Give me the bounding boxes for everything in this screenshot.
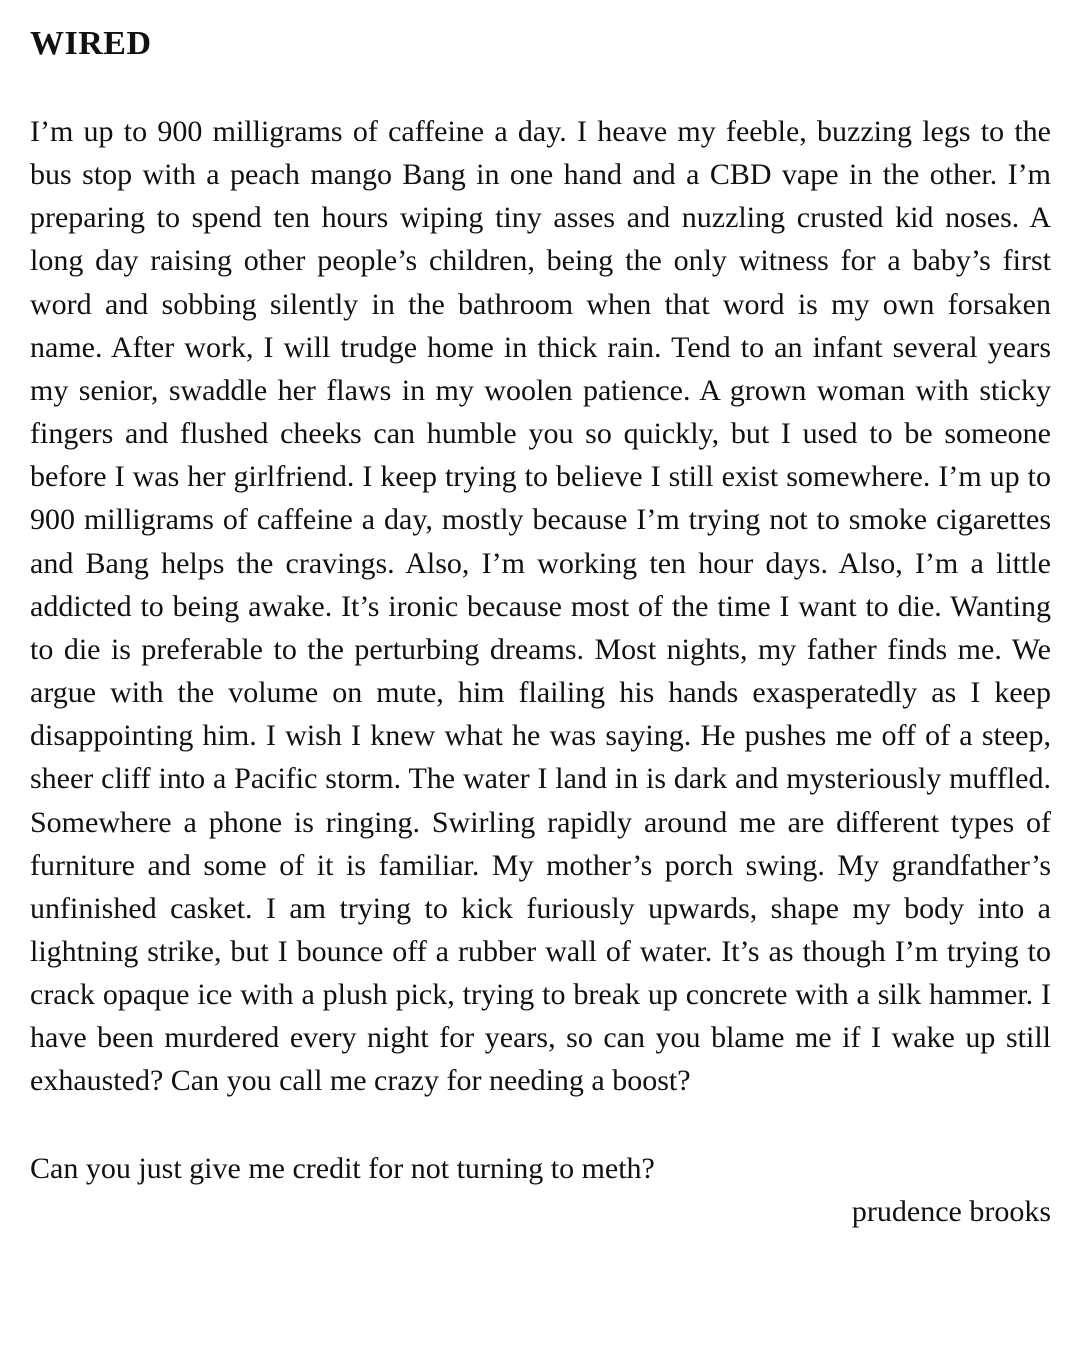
author-signature: prudence brooks	[851, 1194, 1051, 1228]
poem-closing-line: Can you just give me credit for not turning to meth?	[30, 1151, 655, 1185]
poem-title: WIRED	[30, 25, 152, 62]
poem-page	[30, 22, 1051, 1233]
poem-body: I’m up to 900 milligrams of caffeine a day. I heave my feeble, buzzing legs to the bus stop with a peach mango Bang in one hand and a CBD vape in the other. I’m preparing to spend ten hours wiping tiny asses and nuzzling crusted kid noses. A long day raising other people’s children, being the only witness for a baby’s first word and sobbing silently in the bathroom when that word is my own forsaken name. After work, I will trudge home in thick rain. Tend to an infant several years my senior, swaddle her flaws in my woolen patience. A grown woman with sticky fingers and flushed cheeks can humble you so quickly, but I used to be someone before I was her girlfriend. I keep trying to believe I still exist somewhere. I’m up to 900 milligrams of caffeine a day, mostly because I’m trying not to smoke cigarettes and Bang helps the cravings. Also, I’m working ten hour days. Also, I’m a little addicted to being awake. It’s ironic because most of the time I want to die. Wanting to die is preferable to the perturbing dreams. Most nights, my father finds me. We argue with the volume on mute, him flailing his hands exasperatedly as I keep disappointing him. I wish I knew what he was saying. He pushes me off of a steep, sheer cliff into a Pacific storm. The water I land in is dark and mysteriously muffled. Somewhere a phone is ringing. Swirling rapidly around me are different types of furniture and some of it is familiar. My mother’s porch swing. My grandfather’s unfinished casket. I am trying to kick furiously upwards, shape my body into a lightning strike, but I bounce off a rubber wall of water. It’s as though I’m trying to crack opaque ice with a plush pick, trying to break up concrete with a silk hammer. I have been murdered every night for years, so can you blame me if I wake up still exhausted? Can you call me crazy for needing a boost?	[30, 115, 1051, 1098]
